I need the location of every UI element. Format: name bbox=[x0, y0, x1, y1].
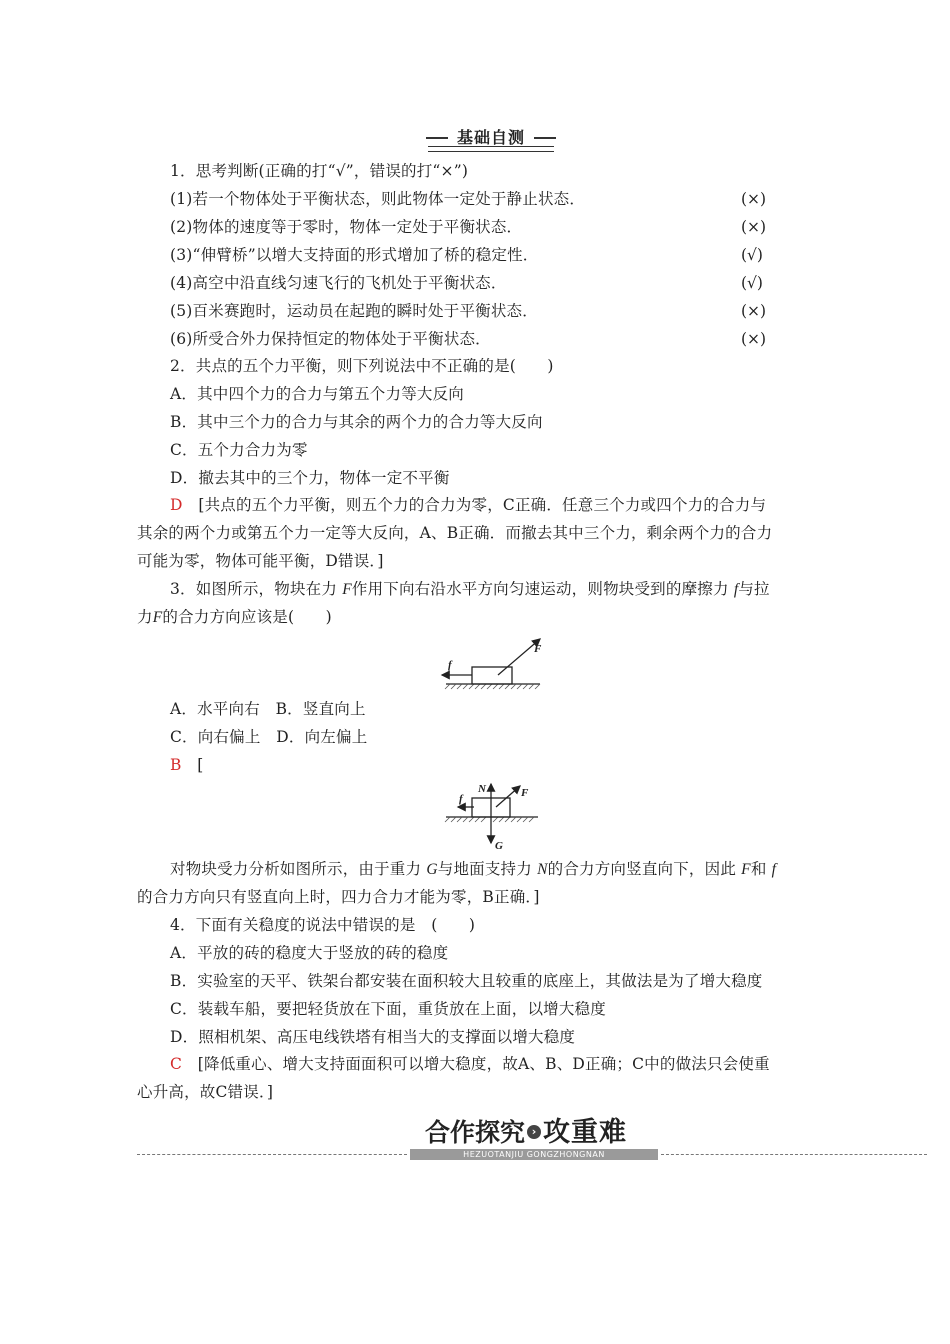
q3-symbol-f: f bbox=[733, 581, 739, 598]
section-title-part-2: 攻重难 bbox=[543, 1117, 628, 1148]
q2-explain-text-1: [共点的五个力平衡，则五个力的合力为零，C正确．任意三个力或四个力的合力与 bbox=[198, 496, 767, 514]
q3-figure-free-body bbox=[444, 779, 540, 851]
q4-option-a: A．平放的砖的稳度大于竖放的砖的稳度 bbox=[170, 944, 449, 962]
section-title: 基础自测 bbox=[456, 128, 525, 147]
q3-symbol-F: F bbox=[741, 861, 751, 878]
q3-stem-part: 作用下向右沿水平方向匀速运动，则物块受到的摩擦力 bbox=[351, 580, 734, 598]
q3-options-row-2: C．向右偏上 D．向左偏上 bbox=[170, 728, 368, 746]
q3-answer-bracket: [ bbox=[197, 756, 204, 774]
q2-explain-line-2: 其余的两个力或第五个力一定等大反向，A、B正确．而撤去其中三个力，剩余两个力的合力 bbox=[137, 524, 773, 542]
q3-stem-part: 3．如图所示，物块在力 bbox=[170, 580, 343, 598]
q2-stem: 2．共点的五个力平衡，则下列说法中不正确的是( ) bbox=[170, 357, 554, 375]
label-F: F bbox=[521, 787, 529, 799]
q4-explain-line-2: 心升高，故C错误．] bbox=[137, 1083, 274, 1101]
section-title bbox=[425, 1117, 627, 1149]
section-title-part-1: 合作探究 bbox=[425, 1118, 526, 1147]
q2-explain-line-3: 可能为零，物体可能平衡，D错误．] bbox=[137, 552, 384, 570]
q3-answer: B bbox=[170, 756, 182, 774]
q3-figure-block-force bbox=[436, 634, 546, 692]
q3-symbol-f: f bbox=[771, 861, 777, 878]
q3-symbol-F: F bbox=[342, 581, 352, 598]
q3-stem-part: 的合力方向应该是( ) bbox=[162, 608, 332, 626]
label-f: f bbox=[459, 793, 463, 805]
header-dashed-rule-right bbox=[661, 1154, 927, 1155]
q1-item-2: (2)物体的速度等于零时，物体一定处于平衡状态． bbox=[170, 218, 523, 236]
q2-option-a: A．其中四个力的合力与第五个力等大反向 bbox=[170, 385, 464, 403]
q3-explain-part: 的合力方向竖直向下，因此 bbox=[547, 860, 742, 878]
q1-item-5: (5)百米赛跑时，运动员在起跑的瞬时处于平衡状态． bbox=[170, 302, 538, 320]
q3-stem-part: 与拉 bbox=[738, 580, 770, 598]
q3-answer-line bbox=[170, 753, 204, 777]
q1-item-4-mark: (√) bbox=[741, 274, 763, 292]
q4-explain-text-1: [降低重心、增大支持面面积可以增大稳度，故A、B、D正确；C中的做法只会使重 bbox=[197, 1055, 770, 1073]
q1-item-3: (3)“伸臂桥”以增大支持面的形式增加了桥的稳定性． bbox=[170, 246, 539, 264]
label-G: G bbox=[495, 840, 503, 851]
section-header-basic-self-test bbox=[426, 127, 556, 149]
q4-option-c: C．装载车船，要把轻货放在下面，重货放在上面，以增大稳度 bbox=[170, 1000, 606, 1018]
q2-explain-line-1 bbox=[170, 493, 766, 517]
q4-stem: 4．下面有关稳度的说法中错误的是 ( ) bbox=[170, 916, 476, 934]
q2-option-c: C．五个力合力为零 bbox=[170, 441, 308, 459]
q3-symbol-G: G bbox=[426, 861, 438, 878]
header-dashed-rule-left bbox=[137, 1154, 407, 1155]
label-F: F bbox=[534, 643, 542, 655]
label-f: f bbox=[448, 659, 452, 671]
q3-stem-part: 力 bbox=[137, 608, 153, 626]
header-rule-left bbox=[426, 137, 448, 139]
q2-option-d: D．撤去其中的三个力，物体一定不平衡 bbox=[170, 469, 450, 487]
q3-options-row-1: A．水平向右 B．竖直向上 bbox=[170, 700, 366, 718]
q2-answer: D bbox=[170, 496, 183, 514]
q3-explain-part: 对物块受力分析如图所示，由于重力 bbox=[170, 860, 427, 878]
q1-item-6: (6)所受合外力保持恒定的物体处于平衡状态． bbox=[170, 330, 491, 348]
section-subtitle-pinyin: HEZUOTANJIU GONGZHONGNAN bbox=[410, 1149, 658, 1160]
q1-item-1-mark: (×) bbox=[741, 190, 767, 208]
block bbox=[472, 667, 512, 684]
q4-answer: C bbox=[170, 1055, 183, 1073]
q3-symbol-N: N bbox=[537, 861, 548, 878]
q1-item-3-mark: (√) bbox=[741, 246, 763, 264]
q1-item-4: (4)高空中沿直线匀速飞行的飞机处于平衡状态． bbox=[170, 274, 507, 292]
q3-symbol-F: F bbox=[152, 609, 163, 626]
q1-item-5-mark: (×) bbox=[741, 302, 767, 320]
q2-option-b: B．其中三个力的合力与其余的两个力的合力等大反向 bbox=[170, 413, 543, 431]
force-F-arrow bbox=[496, 786, 520, 807]
q3-explain-part: 与地面支持力 bbox=[437, 860, 538, 878]
chevron-right-icon: › bbox=[527, 1125, 541, 1139]
q3-stem-line-2 bbox=[137, 605, 332, 630]
q1-item-1: (1)若一个物体处于平衡状态，则此物体一定处于静止状态． bbox=[170, 190, 586, 208]
q3-stem-line-1 bbox=[170, 577, 770, 602]
q1-item-6-mark: (×) bbox=[741, 330, 767, 348]
header-rule-right bbox=[534, 137, 556, 139]
ground-hatching bbox=[445, 817, 534, 822]
q1-item-2-mark: (×) bbox=[741, 218, 767, 236]
q3-explain-line-1 bbox=[170, 857, 776, 882]
q3-explain-line-2: 的合力方向只有竖直向上时，四力合力才能为零，B正确．] bbox=[137, 888, 540, 906]
section-header-cooperative-inquiry bbox=[137, 1117, 927, 1167]
q3-explain-part: 和 bbox=[750, 860, 772, 878]
q1-intro: 1．思考判断(正确的打“√”，错误的打“×”) bbox=[170, 162, 469, 180]
q4-option-b: B．实验室的天平、铁架台都安装在面积较大且较重的底座上，其做法是为了增大稳度 bbox=[170, 972, 763, 990]
q4-explain-line-1 bbox=[170, 1052, 770, 1076]
q4-option-d: D．照相机架、高压电线铁塔有相当大的支撑面以增大稳度 bbox=[170, 1028, 576, 1046]
ground-hatching bbox=[445, 684, 540, 689]
label-N: N bbox=[478, 783, 486, 795]
